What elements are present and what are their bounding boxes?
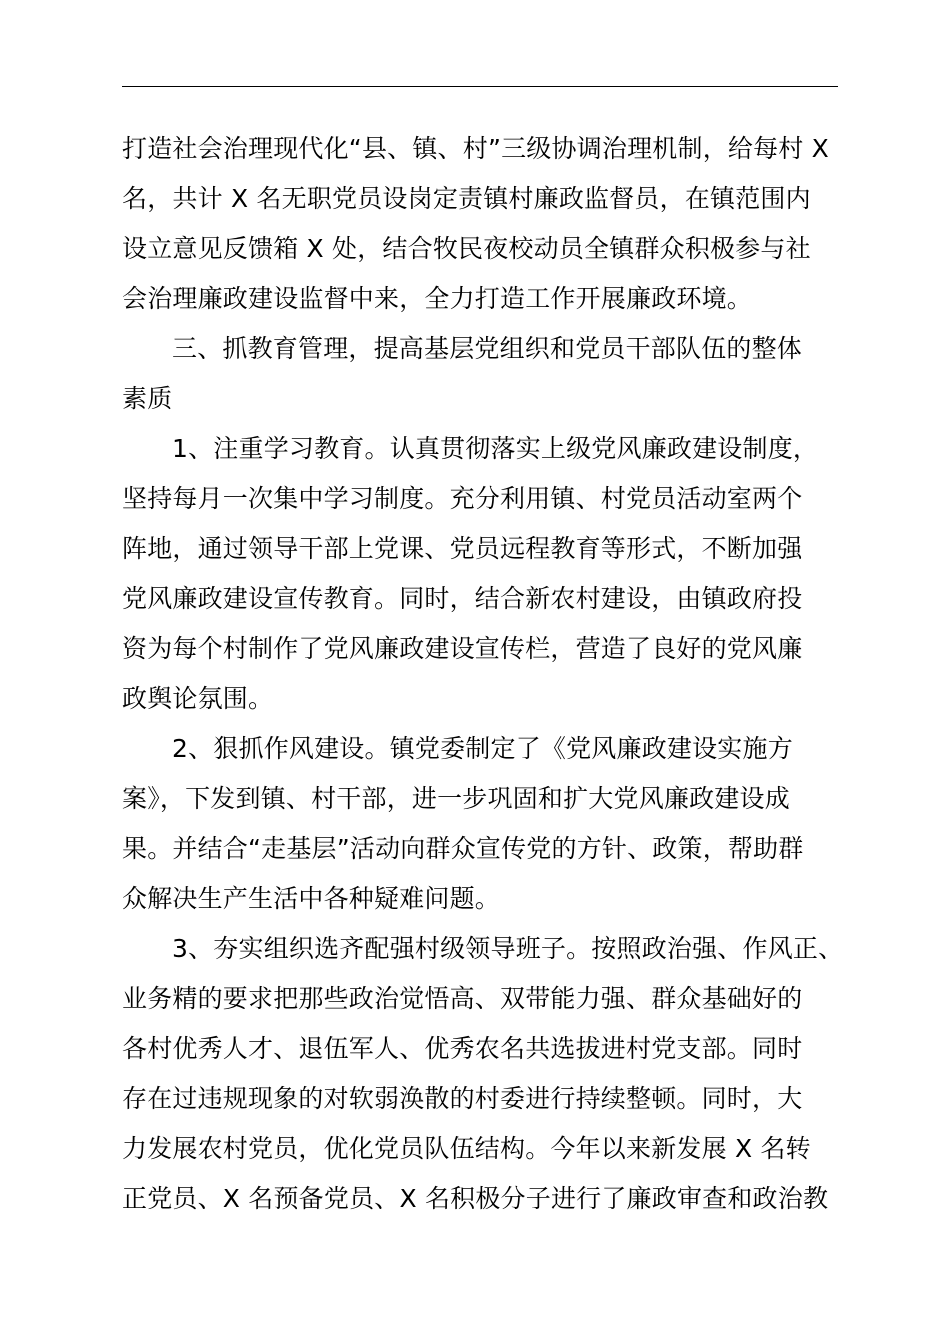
text-line-17: 3、夯实组织选齐配强村级领导班子。按照政治强、作风正、 xyxy=(172,934,844,963)
text-line-15: 果。并结合“走基层”活动向群众宣传党的方针、政策，帮助群 xyxy=(122,834,804,863)
section-heading-3: 三、抓教育管理，提高基层党组织和党员干部队伍的整体 xyxy=(172,334,803,363)
text-line-2: 名，共计 X 名无职党员设岗定责镇村廉政监督员，在镇范围内 xyxy=(122,184,811,213)
text-line-7: 1、注重学习教育。认真贯彻落实上级党风廉政建设制度， xyxy=(172,434,819,463)
text-line-10: 党风廉政建设宣传教育。同时，结合新农村建设，由镇政府投 xyxy=(122,584,803,613)
text-line-1: 打造社会治理现代化“县、镇、村”三级协调治理机制，给每村 X xyxy=(122,134,829,163)
text-line-22: 正党员、X 名预备党员、X 名积极分子进行了廉政审查和政治教 xyxy=(122,1184,829,1213)
text-line-4: 会治理廉政建设监督中来，全力打造工作开展廉政环境。 xyxy=(122,284,753,313)
text-line-20: 存在过违规现象的对软弱涣散的村委进行持续整顿。同时，大 xyxy=(122,1084,803,1113)
text-line-8: 坚持每月一次集中学习制度。充分利用镇、村党员活动室两个 xyxy=(122,484,803,513)
text-line-19: 各村优秀人才、退伍军人、优秀农名共选拔进村党支部。同时 xyxy=(122,1034,803,1063)
text-line-11: 资为每个村制作了党风廉政建设宣传栏，营造了良好的党风廉 xyxy=(122,634,803,663)
text-line-21: 力发展农村党员，优化党员队伍结构。今年以来新发展 X 名转 xyxy=(122,1134,811,1163)
text-line-14: 案》，下发到镇、村干部，进一步巩固和扩大党风廉政建设成 xyxy=(122,784,790,813)
header-rule xyxy=(122,86,838,87)
text-line-16: 众解决生产生活中各种疑难问题。 xyxy=(122,884,501,913)
section-heading-3-cont: 素质 xyxy=(122,384,173,413)
text-line-3: 设立意见反馈箱 X 处，结合牧民夜校动员全镇群众积极参与社 xyxy=(122,234,811,263)
text-line-12: 政舆论氛围。 xyxy=(122,684,274,713)
text-line-18: 业务精的要求把那些政治觉悟高、双带能力强、群众基础好的 xyxy=(122,984,803,1013)
text-line-9: 阵地，通过领导干部上党课、党员远程教育等形式，不断加强 xyxy=(122,534,803,563)
text-line-13: 2、狠抓作风建设。镇党委制定了《党风廉政建设实施方 xyxy=(172,734,793,763)
